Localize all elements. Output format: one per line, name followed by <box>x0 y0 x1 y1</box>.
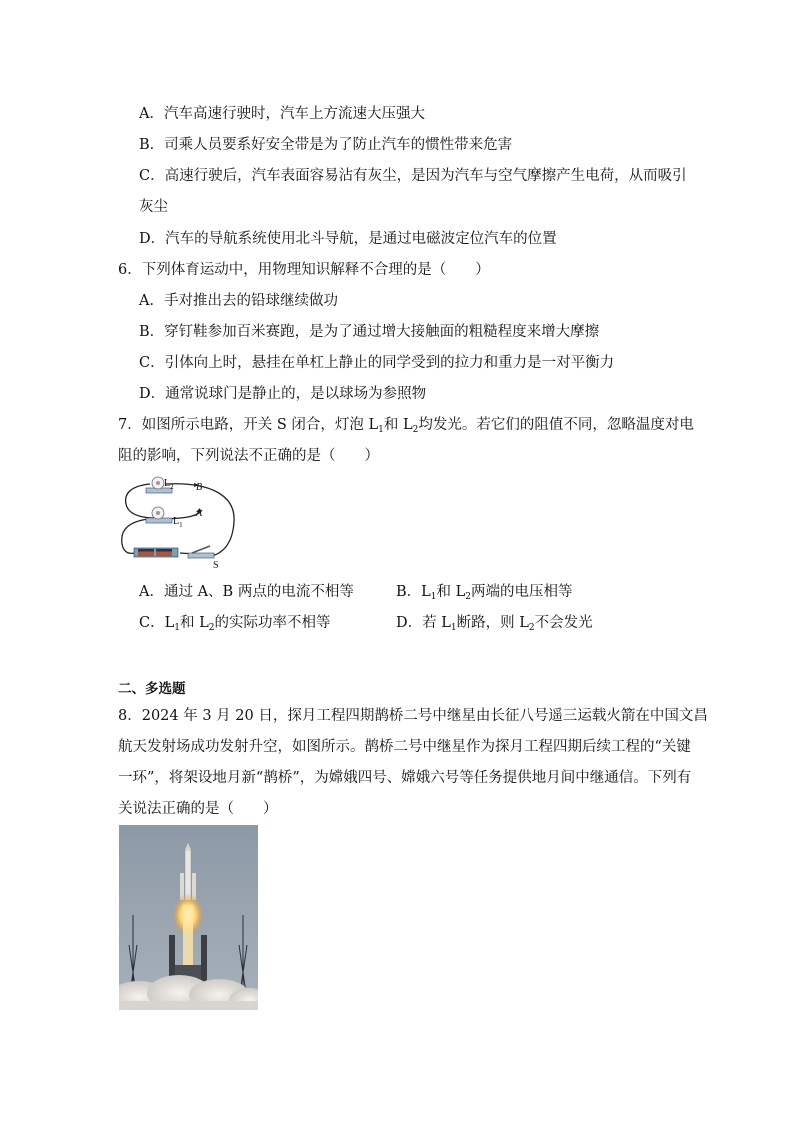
q6-option-b: B．穿钉鞋参加百米赛跑，是为了通过增大接触面的粗糙程度来增大摩擦 <box>139 324 600 340</box>
q5-option-b: B．司乘人员要系好安全带是为了防止汽车的惯性带来危害 <box>139 137 513 153</box>
section-heading: 二、多选题 <box>118 681 186 697</box>
q6-option-a: A．手对推出去的铅球继续做功 <box>139 293 338 309</box>
q5-option-c-line1: C．高速行驶后，汽车表面容易沾有灰尘，是因为汽车与空气摩擦产生电荷，从而吸引 <box>139 168 687 184</box>
q5-option-d: D．汽车的导航系统使用北斗导航，是通过电磁波定位汽车的位置 <box>139 231 557 247</box>
q5-option-a: A．汽车高速行驶时，汽车上方流速大压强大 <box>139 106 425 122</box>
q7-option-c: C．$L_1$和 $L_2$的实际功率不相等 <box>139 615 331 633</box>
label-b: B <box>196 482 203 493</box>
q8-stem-line2: 航天发射场成功发射升空，如图所示。鹊桥二号中继星作为探月工程四期后续工程的“关键 <box>118 739 691 755</box>
q7-option-b: B．$L_1$和 $L_2$两端的电压相等 <box>396 584 573 602</box>
circuit-diagram <box>118 474 236 570</box>
q6-option-d: D．通常说球门是静止的，是以球场为参照物 <box>139 386 427 402</box>
q8-stem-line4: 关说法正确的是（ ） <box>118 801 278 817</box>
battery-pack <box>134 548 178 557</box>
rocket-launch-photo <box>119 825 258 1010</box>
q7-option-d: D．若 $L_1$断路，则 $L_2$不会发光 <box>396 615 593 633</box>
switch-s <box>188 546 214 558</box>
q7-stem-line2: 阻的影响，下列说法不正确的是（ ） <box>118 448 379 464</box>
label-l1: $L_1$ <box>173 516 183 529</box>
q8-stem-line1: 8．2024 年 3 月 20 日，探月工程四期鹊桥二号中继星由长征八号遥三运载火箭在中国文昌 <box>118 708 708 724</box>
lamp-l1 <box>146 507 172 523</box>
q7-option-a: A．通过 A、B 两点的电流不相等 <box>139 584 354 600</box>
label-s: S <box>213 560 219 570</box>
q7-stem-line1: 7．如图所示电路，开关 S 闭合，灯泡 $L_1$和 $L_2$均发光。若它们的阻值不同，忽略温度对电 <box>118 417 694 435</box>
label-a: A <box>196 508 203 519</box>
label-l2: $L_2$ <box>164 478 174 491</box>
q5-option-c-line2: 灰尘 <box>139 199 168 215</box>
q8-stem-line3: 一环”，将架设地月新“鹊桥”，为嫦娥四号、嫦娥六号等任务提供地月间中继通信。下列有 <box>118 770 692 786</box>
q6-stem: 6．下列体育运动中，用物理知识解释不合理的是（ ） <box>118 262 490 278</box>
q6-option-c: C．引体向上时，悬挂在单杠上静止的同学受到的拉力和重力是一对平衡力 <box>139 355 615 371</box>
